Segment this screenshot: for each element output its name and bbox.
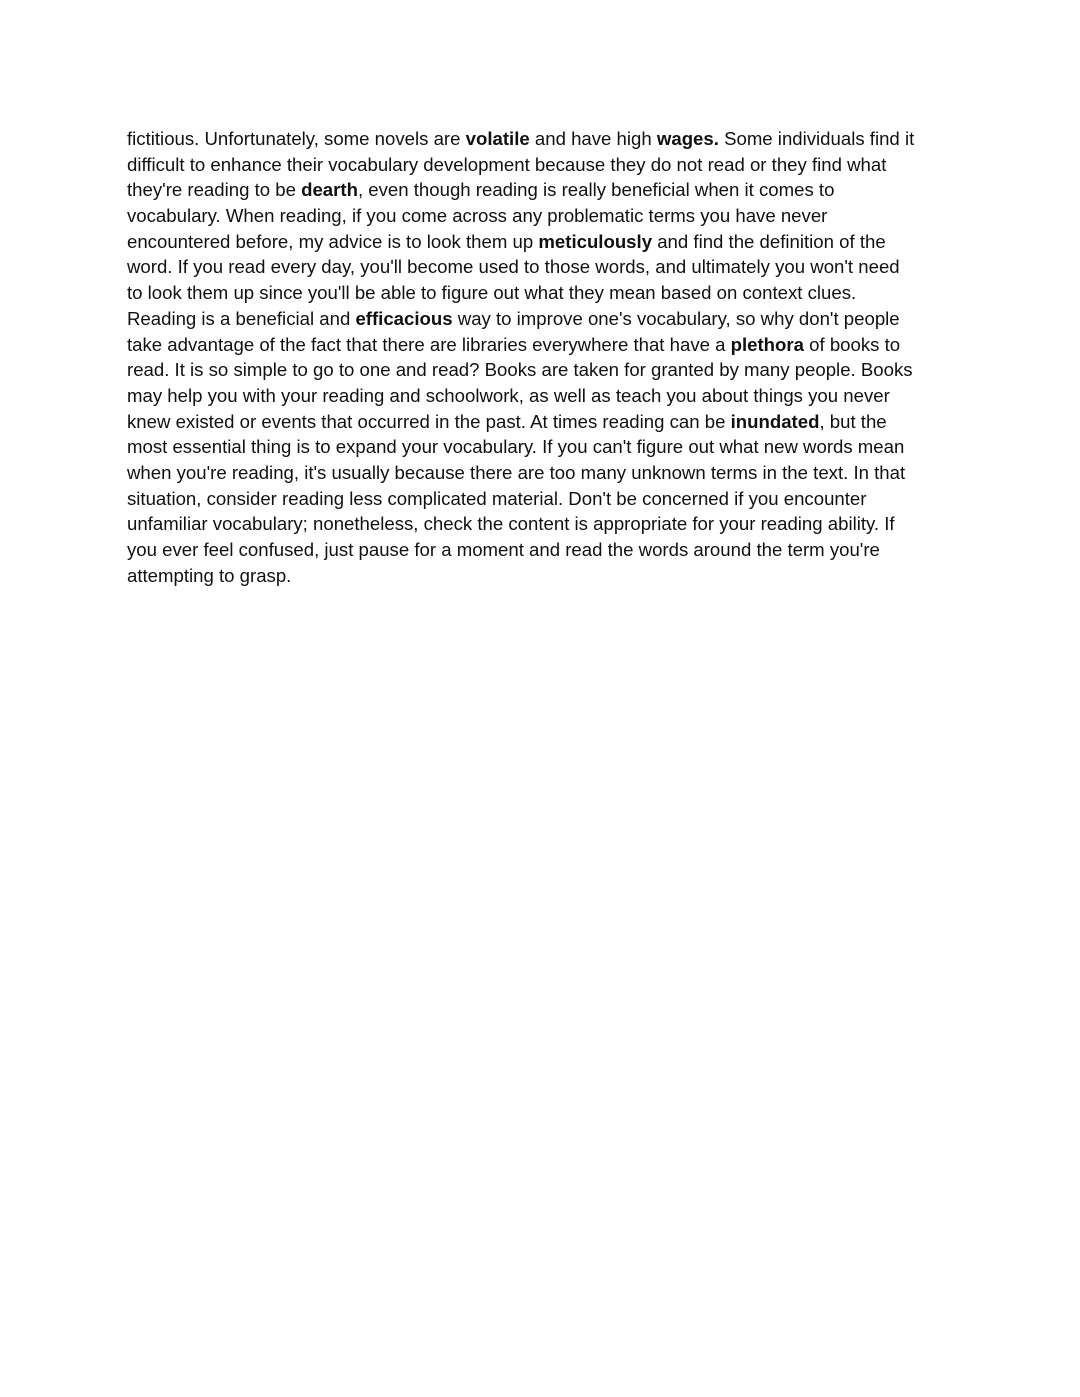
text-line	[127, 357, 962, 383]
text-line	[127, 203, 962, 229]
text-run: unfamiliar vocabulary; nonetheless, check the content is appropriate for your reading ability. If	[127, 513, 895, 535]
text-run: to look them up since you'll be able to figure out what they mean based on context clues.	[127, 282, 857, 304]
text-line	[127, 332, 962, 358]
vocabulary-word: meticulously	[538, 230, 653, 252]
text-run: and have high	[529, 128, 657, 149]
vocabulary-word: volatile	[465, 128, 530, 149]
text-run: most essential thing is to expand your vocabulary. If you can't figure out what new words mean	[127, 436, 905, 458]
text-line	[127, 254, 962, 280]
text-run: , but the	[819, 410, 887, 432]
text-line	[127, 409, 962, 435]
text-run: word. If you read every day, you'll become used to those words, and ultimately you won't need	[127, 256, 900, 278]
text-line	[127, 486, 962, 512]
text-line	[127, 460, 962, 486]
vocabulary-word: inundated	[730, 410, 820, 432]
text-run: Reading is a beneficial and	[127, 307, 356, 329]
text-run: they're reading to be	[127, 179, 302, 201]
text-run: encountered before, my advice is to look them up	[127, 230, 539, 252]
vocabulary-word: efficacious	[355, 307, 453, 329]
text-run: knew existed or events that occurred in the past. At times reading can be	[127, 410, 731, 432]
vocabulary-word: wages.	[656, 128, 719, 149]
text-run: Some individuals find it	[718, 128, 915, 149]
text-run: may help you with your reading and schoolwork, as well as teach you about things you never	[127, 384, 890, 406]
text-line	[127, 537, 962, 563]
text-line	[127, 383, 962, 409]
text-line	[127, 511, 962, 537]
text-line	[127, 434, 962, 460]
text-run: take advantage of the fact that there are libraries everywhere that have a	[127, 333, 731, 355]
text-line	[127, 563, 962, 589]
text-run: and find the definition of the	[652, 230, 886, 252]
text-run: way to improve one's vocabulary, so why don't people	[452, 307, 900, 329]
text-run: of books to	[803, 333, 901, 355]
text-line	[127, 126, 962, 152]
text-run: vocabulary. When reading, if you come across any problematic terms you have never	[127, 205, 828, 227]
text-run: you ever feel confused, just pause for a moment and read the words around the term you're	[127, 539, 880, 560]
text-line	[127, 229, 962, 255]
text-line	[127, 152, 962, 178]
vocabulary-word: plethora	[730, 333, 804, 355]
vocabulary-word: dearth	[301, 179, 358, 201]
text-run: fictitious. Unfortunately, some novels are	[127, 128, 466, 149]
text-line	[127, 306, 962, 332]
text-run: attempting to grasp.	[127, 564, 292, 586]
text-run: when you're reading, it's usually because there are too many unknown terms in the text. In that	[127, 461, 906, 483]
text-run: , even though reading is really beneficial when it comes to	[357, 179, 835, 201]
text-run: difficult to enhance their vocabulary development because they do not read or they find what	[127, 153, 887, 175]
text-line	[127, 177, 962, 203]
text-run: situation, consider reading less complicated material. Don't be concerned if you encounter	[127, 487, 867, 509]
body-paragraph	[127, 126, 962, 588]
text-line	[127, 280, 962, 306]
text-run: read. It is so simple to go to one and read? Books are taken for granted by many people. Books	[127, 359, 913, 381]
